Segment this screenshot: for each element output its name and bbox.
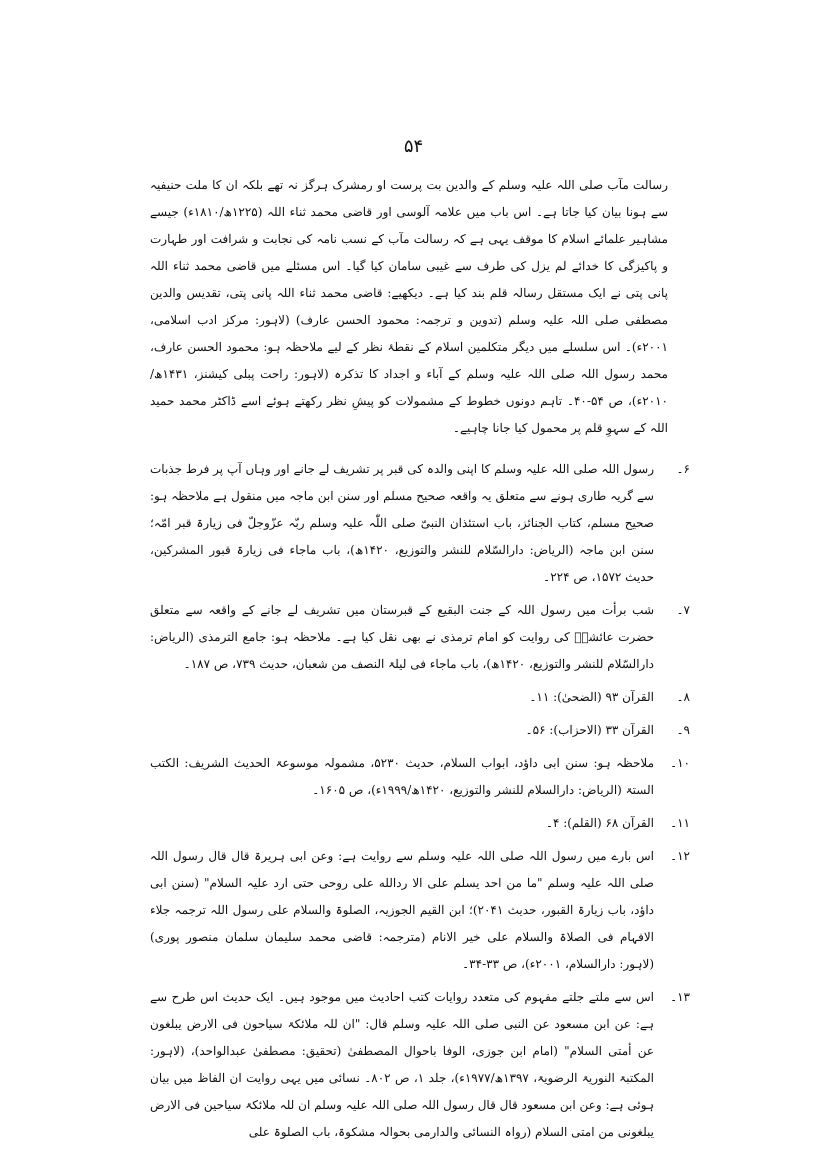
- footnote-text: ملاحظہ ہو: سنن ابی داؤد، ابواب السلام، حدیث ۵۲۳۰، مشمولہ موسوعۃ الحدیث الشریف: الکتب الستۃ (الریاض: دارالسلام للنشر والتوزیع، ۱۴۲۰ھ/۱۹۹۹ء)، ص ۱۶۰۵۔: [150, 756, 654, 797]
- footnote-item: [150, 843, 690, 978]
- footnote-item: [150, 750, 690, 804]
- footnote-text: اس سے ملتے جلتے مفہوم کی متعدد روایات کتب احادیث میں موجود ہیں۔ ایک حدیث اس طرح سے ہے: عن ابن مسعود عن النبی صلی اللہ علیہ وسلم قال: "ان للہ ملائکۃ سیاحون فی الارض یبلغون عن أمتی السلام" (امام ابن جوزی، الوفا باحوال المصطفیٰ (تحقیق: مصطفیٰ عبدالواحد)، (لاہور: المکتبۃ النوریۃ الرضویۃ، ۱۳۹۷ھ/۱۹۷۷ء)، جلد ۱، ص ۸۰۲۔ نسائی میں یہی روایت ان الفاظ میں بیان ہوئی ہے: وعن ابن مسعود قال قال رسول اللہ صلی اللہ علیہ وسلم ان للہ ملائکۃ سیاحین فی الارض یبلغونی من امتی السلام (رواہ النسائی والدارمی بحوالہ مشکوۃ، باب الصلوۃ علی: [150, 990, 655, 1139]
- intro-paragraph: رسالت مآب صلی اللہ علیہ وسلم کے والدین بت پرست او رمشرک ہرگز نہ تھے بلکہ ان کا ملت حنیفیہ سے ہونا بیان کیا جاتا ہے۔ اس باب میں علامہ آلوسی اور قاضی محمد ثناء اللہ (۱۲۲۵ھ/۱۸۱۰ء) جیسے مشاہیر علمائے اسلام کا موقف یہی ہے کہ رسالت مآب کے نسب نامہ کی نجابت و شرافت اور طہارت و پاکیزگی کا خدائے لم یزل کی طرف سے غیبی سامان کیا گیا۔ اس مسئلے میں قاضی محمد ثناء اللہ پانی پتی نے ایک مستقل رسالہ قلم بند کیا ہے۔ دیکھیے: قاضی محمد ثناء اللہ پانی پتی، تقدیس والدین مصطفی صلی اللہ علیہ وسلم (تدوین و ترجمہ: محمود الحسن عارف) (لاہور: مرکز ادب اسلامی، ۲۰۰۱ء)۔ اس سلسلے میں دیگر متکلمین اسلام کے نقطۂ نظر کے لیے ملاحظہ ہو: محمود الحسن عارف، محمد رسول اللہ صلی اللہ علیہ وسلم کے آباء و اجداد کا تذکرہ (لاہور: راحت پبلی کیشنز، ۱۴۳۱ھ/۲۰۱۰ء)، ص ۵۴-۴۰۔ تاہم دونوں خطوط کے مشمولات کو پیشِ نظر رکھتے ہوئے اسے ڈاکٹر محمد حمید اللہ کے سہوِ قلم پر محمول کیا جانا چاہیے۔: [150, 178, 668, 435]
- footnote-number: ۱۰۔: [670, 756, 690, 770]
- footnote-item: [150, 810, 690, 837]
- footnote-text: القرآن ۶۸ (القلم): ۴۔: [545, 816, 654, 830]
- footnote-item: [150, 456, 690, 591]
- footnote-number: ۱۱۔: [670, 816, 690, 830]
- footnote-item: [150, 684, 690, 711]
- footnotes-list: [150, 456, 690, 1152]
- footnote-number: ۱۲۔: [670, 849, 690, 863]
- footnote-text: شب برأت میں رسول اللہ کے جنت البقیع کے قبرستان میں تشریف لے جانے کے واقعہ سے متعلق حضرت عائشہؓ کی روایت کو امام ترمذی نے بھی نقل کیا ہے۔ ملاحظہ ہو: جامع الترمذی (الریاض: دارالسّلام للنشر والتوزیع، ۱۴۲۰ھ)، باب ماجاء فی لیلۃ النصف من شعبان، حدیث ۷۳۹، ص ۱۸۷۔: [150, 603, 654, 671]
- page-number: ۵۴: [403, 136, 424, 157]
- footnote-item: [150, 717, 690, 744]
- footnote-item: [150, 984, 690, 1146]
- footnote-text: اس بارے میں رسول اللہ صلی اللہ علیہ وسلم سے روایت ہے: وعن ابی ہریرۃ قال قال رسول اللہ صلی اللہ علیہ وسلم "ما من احد یسلم علی الا ردالله علی روحی حتی ارد علیہ السلام" (سنن ابی داؤد، باب زیارۃ القبور، حدیث ۲۰۴۱)؛ ابن القیم الجوزیہ، الصلوۃ والسلام علی رسول اللہ ترجمہ جلاء الافہام فی الصلاۃ والسلام علی خیر الانام (مترجمہ: قاضی محمد سلیمان سلمان منصور پوری) (لاہور: دارالسلام، ۲۰۰۱ء)، ص ۳۳-۳۴۔: [150, 849, 654, 971]
- footnote-number: ۶۔: [676, 462, 690, 476]
- footnote-text: رسول اللہ صلی اللہ علیہ وسلم کا اپنی والدہ کی قبر پر تشریف لے جانے اور وہاں آپ پر فرط جذبات سے گریہ طاری ہونے سے متعلق یہ واقعہ صحیح مسلم اور سنن ابن ماجہ میں منقول ہے ملاحظہ ہو: صحیح مسلم، کتاب الجنائز، باب استئذان النبیّ صلی اللّٰہ علیہ وسلم ربّہ عزّوجلّ فی زیارۃ قبر امّہ؛ سنن ابن ماجہ (الریاض: دارالسّلام للنشر والتوزیع، ۱۴۲۰ھ)، باب ماجاء فی زیارۃ قبور المشرکین، حدیث ۱۵۷۲، ص ۲۲۴۔: [150, 462, 654, 584]
- footnote-number: ۸۔: [676, 690, 690, 704]
- footnote-number: ۷۔: [676, 603, 690, 617]
- footnote-number: ۹۔: [676, 723, 690, 737]
- footnote-text: القرآن ۹۳ (الضحیٰ): ۱۱۔: [529, 690, 654, 704]
- footnote-item: [150, 597, 690, 678]
- footnote-number: ۱۳۔: [670, 990, 690, 1004]
- footnote-text: القرآن ۳۳ (الاحزاب): ۵۶۔: [525, 723, 654, 737]
